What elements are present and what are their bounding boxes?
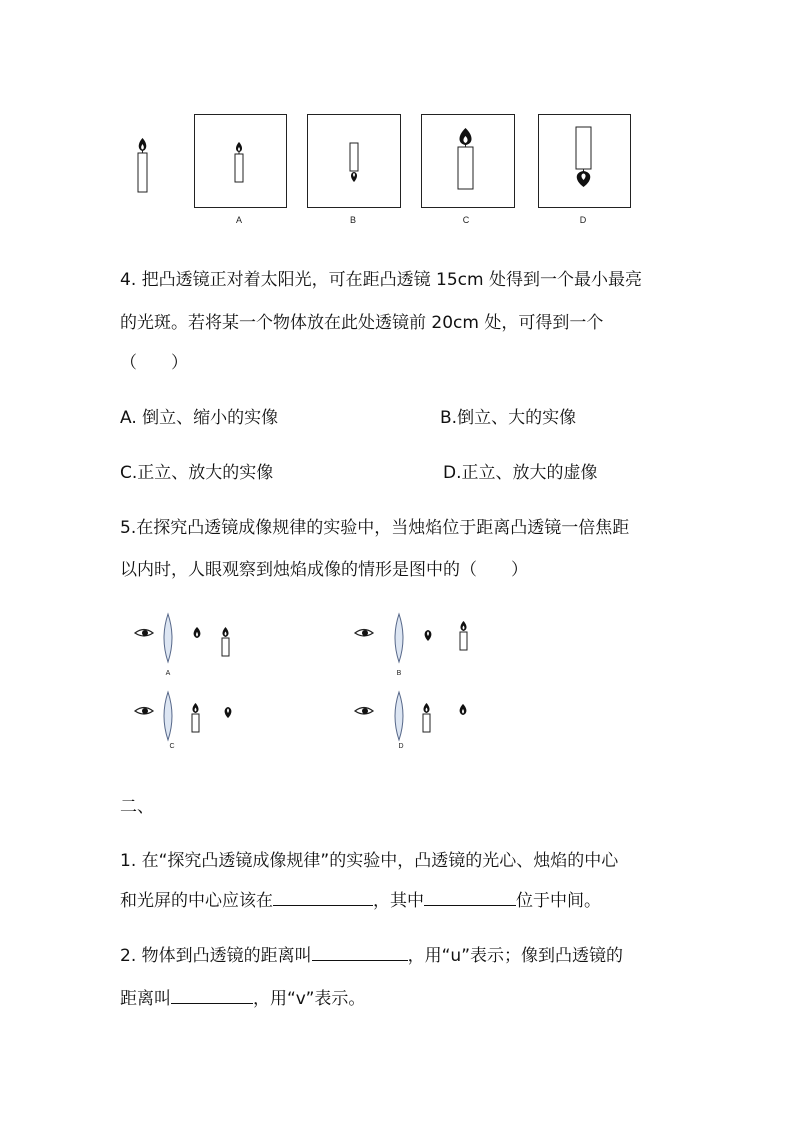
s2-q1-line-2 [120, 886, 601, 911]
q4-option-a: A. 倒立、缩小的实像 [120, 408, 279, 428]
candle-icon [189, 702, 203, 734]
eye-icon [354, 705, 374, 719]
convex-lens [392, 613, 406, 663]
eye-icon [354, 627, 374, 641]
candle-icon [420, 702, 434, 734]
inverted-flame-icon [422, 628, 434, 642]
s2-q2-text-c: 距离叫 [120, 989, 171, 1009]
flame-icon [191, 626, 203, 640]
candle-image-b [343, 140, 367, 186]
s2-q2-text-b: ，用“u”表示；像到凸透镜的 [407, 946, 624, 966]
s2-q1-text-a: 和光屏的中心应该在 [120, 891, 273, 911]
s2-q1-text-c: 位于中间。 [516, 891, 601, 911]
q4-option-d: D.正立、放大的虚像 [443, 463, 598, 483]
q4-line-2: 的光斑。若将某一个物体放在此处透镜前 20cm 处，可得到一个 [120, 313, 604, 333]
answer-blank-4[interactable] [171, 1002, 253, 1004]
s2-q2-line-1 [120, 941, 623, 966]
figure2-label-b: B [396, 670, 402, 677]
q5-line-2: 以内时，人眼观察到烛焰成像的情形是图中的（ ） [120, 560, 528, 580]
s2-q1-line-1: 1. 在“探究凸透镜成像规律”的实验中，凸透镜的光心、烛焰的中心 [120, 851, 619, 871]
figure2-label-c: C [169, 743, 175, 750]
candle-icon [457, 620, 471, 652]
q4-line-3: （ ） [120, 353, 188, 373]
candle-icon [219, 626, 233, 658]
eye-icon [134, 627, 154, 641]
candle-object [130, 136, 160, 196]
convex-lens [161, 691, 175, 741]
s2-q2-text-d: ，用“v”表示。 [253, 989, 366, 1009]
s2-q1-text-b: ，其中 [373, 891, 424, 911]
s2-q2-line-2 [120, 984, 365, 1009]
candle-image-c [452, 126, 482, 192]
answer-blank-1[interactable] [273, 904, 373, 906]
eye-icon [134, 705, 154, 719]
section-2-heading: 二、 [120, 797, 154, 817]
answer-blank-3[interactable] [312, 959, 408, 961]
convex-lens [392, 691, 406, 741]
answer-blank-2[interactable] [424, 904, 516, 906]
figure1-label-d: D [579, 215, 587, 225]
figure1-label-c: C [462, 215, 470, 225]
figure2-label-a: A [165, 670, 171, 677]
q4-line-1: 4. 把凸透镜正对着太阳光，可在距凸透镜 15cm 处得到一个最小最亮 [120, 270, 642, 290]
q4-option-c: C.正立、放大的实像 [120, 463, 274, 483]
candle-image-d [568, 124, 600, 190]
flame-icon [457, 703, 469, 717]
q4-option-b: B.倒立、大的实像 [440, 408, 577, 428]
convex-lens [161, 613, 175, 663]
q5-line-1: 5.在探究凸透镜成像规律的实验中，当烛焰位于距离凸透镜一倍焦距 [120, 518, 630, 538]
figure1-label-b: B [349, 215, 357, 225]
inverted-flame-icon [222, 705, 234, 719]
figure2-label-d: D [398, 743, 404, 750]
figure1-label-a: A [235, 215, 243, 225]
candle-image-a [228, 140, 252, 186]
s2-q2-text-a: 2. 物体到凸透镜的距离叫 [120, 946, 312, 966]
